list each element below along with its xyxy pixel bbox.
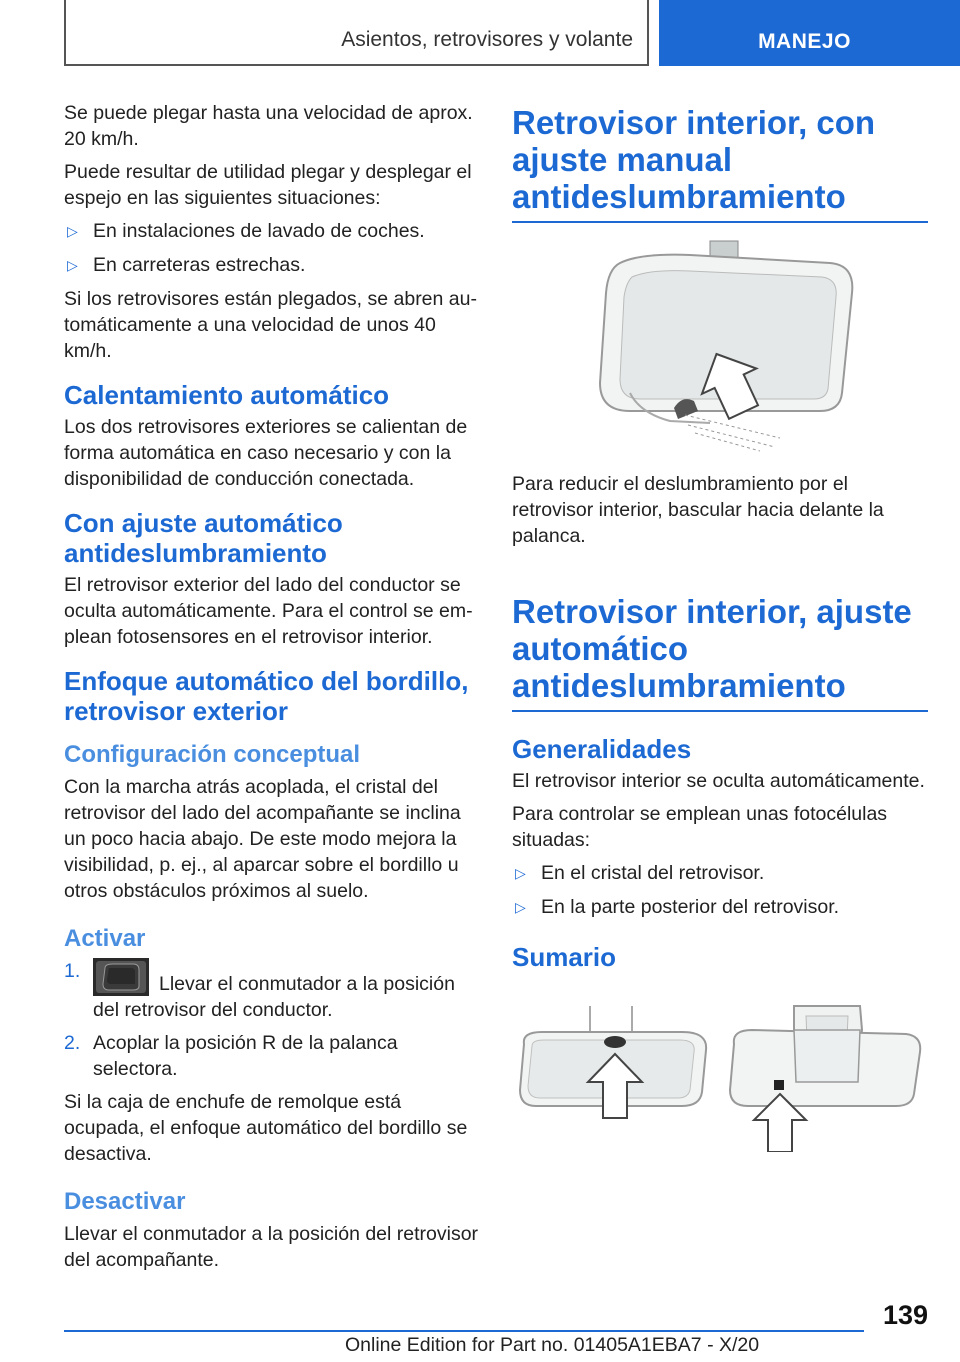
mirror-switch-icon	[93, 958, 149, 996]
list-item-text: En la parte posterior del retrovisor.	[541, 896, 840, 918]
paragraph: Si la caja de enchufe de remolque está ocupada, el enfoque automático del bordillo se desactiva.	[64, 1091, 468, 1165]
heading-sumario: Sumario	[512, 942, 617, 972]
paragraph: Llevar el conmutador a la posición del retrovisor del acompañante.	[64, 1223, 479, 1271]
step-item	[64, 1030, 480, 1082]
paragraph: Para controlar se emplean unas fotocélulas situadas:	[512, 803, 888, 851]
list-item-text: En el cristal del retrovisor.	[541, 862, 765, 884]
heading-generalidades: Generalidades	[512, 734, 692, 764]
heading-configuracion: Configuración conceptual	[64, 741, 361, 768]
edition-note: Online Edition for Part no. 01405A1EBA7 - X/20	[345, 1334, 760, 1356]
heading-enfoque: Enfoque automático del bordillo, retrovisor exterior	[64, 666, 469, 726]
heading-antideslumbramiento: Con ajuste automático antideslumbramiento	[64, 508, 343, 568]
section-tab	[64, 0, 649, 66]
heading-activar: Activar	[64, 925, 146, 952]
step-item	[64, 958, 480, 1023]
paragraph: Los dos retrovisores exteriores se calientan de forma automática en caso necesario y con la disponibilidad de conducción conectada.	[64, 416, 468, 490]
paragraph: El retrovisor exterior del lado del conductor se oculta automáticamente. Para el control se emplean fotosensores en el retrovisor interior.	[64, 574, 473, 648]
paragraph: Se puede plegar hasta una velocidad de aprox. 20 km/h.	[64, 102, 473, 150]
manual-mirror-illustration	[570, 233, 870, 463]
paragraph: Con la marcha atrás acoplada, el cristal del retrovisor del lado del acompañante se inclina un poco hacia abajo. De este modo mejora la visibilidad, p. ej., al aparcar sobre el bordillo u otros obstáculos próximos al suelo.	[64, 776, 461, 902]
heading-desactivar: Desactivar	[64, 1188, 186, 1215]
triangle-right-icon: ▷	[67, 257, 78, 273]
triangle-right-icon: ▷	[515, 865, 526, 881]
step-text: Acoplar la posición R de la palanca selectora.	[93, 1032, 398, 1080]
section-title: Asientos, retrovisores y volante	[341, 28, 633, 51]
list-item-text: En carreteras estrechas.	[93, 254, 306, 276]
chapter-tab	[659, 0, 960, 66]
automatic-mirror-illustration	[512, 1002, 928, 1152]
heading-calentamiento: Calentamiento automático	[64, 380, 390, 410]
paragraph: Si los retrovisores están plegados, se abren automáticamente a una velocidad de unos 40 km/h.	[64, 288, 477, 362]
footer-divider	[64, 1330, 864, 1332]
triangle-right-icon: ▷	[515, 899, 526, 915]
page-header	[0, 0, 960, 66]
right-column	[512, 104, 928, 1152]
list-item	[512, 860, 928, 886]
paragraph: El retrovisor interior se oculta automáticamente.	[512, 770, 925, 792]
list-item-text: En instalaciones de lavado de coches.	[93, 220, 425, 242]
triangle-right-icon: ▷	[67, 223, 78, 239]
step-number: 1.	[64, 960, 81, 982]
list-item	[512, 894, 928, 920]
left-column	[64, 100, 480, 1280]
step-number: 2.	[64, 1032, 81, 1054]
heading-manual: Retrovisor interior, con ajuste manual antideslumbramiento	[512, 104, 928, 223]
step-text: Llevar el conmutador a la posición del retrovisor del conductor.	[93, 973, 455, 1021]
list-item	[64, 218, 480, 244]
page-number: 139	[882, 1300, 928, 1330]
chapter-title: MANEJO	[758, 30, 851, 53]
heading-automatico: Retrovisor interior, ajuste automático antideslumbramiento	[512, 593, 928, 712]
list-item	[64, 252, 480, 278]
paragraph: Para reducir el deslumbramiento por el retrovisor interior, bascular hacia delante la palanca.	[512, 473, 884, 547]
paragraph: Puede resultar de utilidad plegar y desplegar el espejo en las siguientes situaciones:	[64, 161, 472, 209]
